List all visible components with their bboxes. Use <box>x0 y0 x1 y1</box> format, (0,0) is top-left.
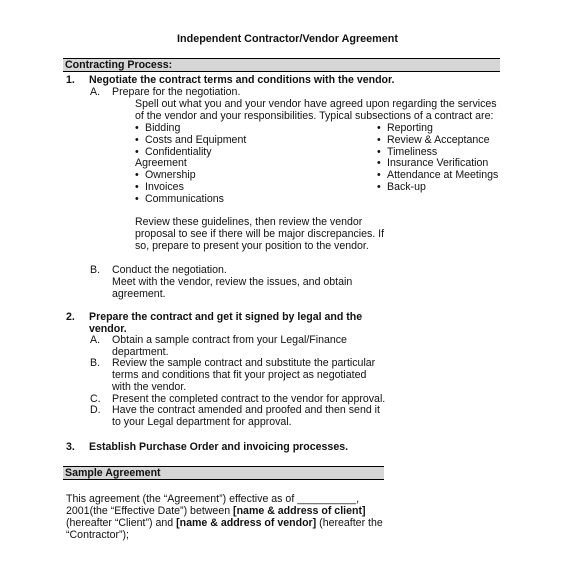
step-2b-letter: B. <box>90 357 101 369</box>
subsection-bullet: • Attendance at Meetings <box>387 170 498 182</box>
section-header-sample-agreement: Sample Agreement <box>63 466 384 480</box>
step-1a-text: Prepare for the negotiation. <box>112 86 241 98</box>
step-3-heading: Establish Purchase Order and invoicing processes. <box>89 441 349 453</box>
subsection-bullet: • Communications <box>145 194 224 206</box>
sample-text: 2001(the “Effective Date”) between <box>66 505 234 517</box>
step-1b-text: Conduct the negotiation. <box>112 264 227 276</box>
sample-agreement-line: “Contractor”); <box>66 529 129 541</box>
step-1b-paragraph-line: agreement. <box>112 288 166 300</box>
client-placeholder: [name & address of client] <box>233 505 366 517</box>
subsection-bullet: • Invoices <box>145 182 184 194</box>
step-2b-line: Review the sample contract and substitute the particular <box>112 357 376 369</box>
review-paragraph-line: proposal to see if there will be major discrepancies. If <box>135 228 385 240</box>
subsection-bullet: • Insurance Verification <box>387 158 488 170</box>
subsection-bullet: • Review & Acceptance <box>387 135 489 147</box>
subsection-bullet: • Costs and Equipment <box>145 135 246 147</box>
sample-agreement-line: This agreement (the “Agreement”) effective as of __________, <box>66 493 360 505</box>
vendor-placeholder: [name & address of vendor] <box>176 517 317 529</box>
step-1a-paragraph-line: Spell out what you and your vendor have agreed upon regarding the services <box>135 98 497 110</box>
step-2a-line: department. <box>112 346 169 358</box>
step-2d-line: to your Legal department for approval. <box>112 416 292 428</box>
step-3-number: 3. <box>66 441 75 453</box>
subsection-bullet: • Back-up <box>387 182 426 194</box>
step-1b-letter: B. <box>90 264 101 276</box>
step-1-number: 1. <box>66 74 75 86</box>
step-2d-line: Have the contract amended and proofed and then send it <box>112 404 380 416</box>
section-header-contracting: Contracting Process: <box>63 58 500 72</box>
step-2c-letter: C. <box>90 393 101 405</box>
document-title: Independent Contractor/Vendor Agreement <box>177 33 398 45</box>
subsection-bullet: • Reporting <box>387 123 433 135</box>
step-2a-letter: A. <box>90 334 101 346</box>
step-2a-line: Obtain a sample contract from your Legal/Finance <box>112 334 347 346</box>
subsection-bullet: • Confidentiality <box>145 147 212 159</box>
agreement-label: Agreement <box>135 157 187 169</box>
step-2-heading: vendor. <box>89 323 127 335</box>
review-paragraph-line: so, prepare to present your position to the vendor. <box>135 240 369 252</box>
review-paragraph-line: Review these guidelines, then review the vendor <box>135 216 363 228</box>
subsection-bullet: • Bidding <box>145 123 180 135</box>
step-1a-paragraph-line: of the vendor and your responsibilities. Typical subsections of a contract are: <box>135 110 494 122</box>
step-1-heading: Negotiate the contract terms and conditions with the vendor. <box>89 74 395 86</box>
step-1a-letter: A. <box>90 86 101 98</box>
step-2d-letter: D. <box>90 404 101 416</box>
step-2b-line: with the vendor. <box>112 381 187 393</box>
sample-text: (hereafter “Client”) and <box>66 517 177 529</box>
step-2-number: 2. <box>66 311 75 323</box>
step-2b-line: terms and conditions that fit your project as negotiated <box>112 369 367 381</box>
subsection-bullet: • Ownership <box>145 170 196 182</box>
subsection-bullet: • Timeliness <box>387 147 437 159</box>
step-1b-paragraph-line: Meet with the vendor, review the issues, and obtain <box>112 276 353 288</box>
step-2-heading: Prepare the contract and get it signed by legal and the <box>89 311 363 323</box>
sample-text: (hereafter the <box>316 517 383 529</box>
step-2c-line: Present the completed contract to the vendor for approval. <box>112 393 386 405</box>
